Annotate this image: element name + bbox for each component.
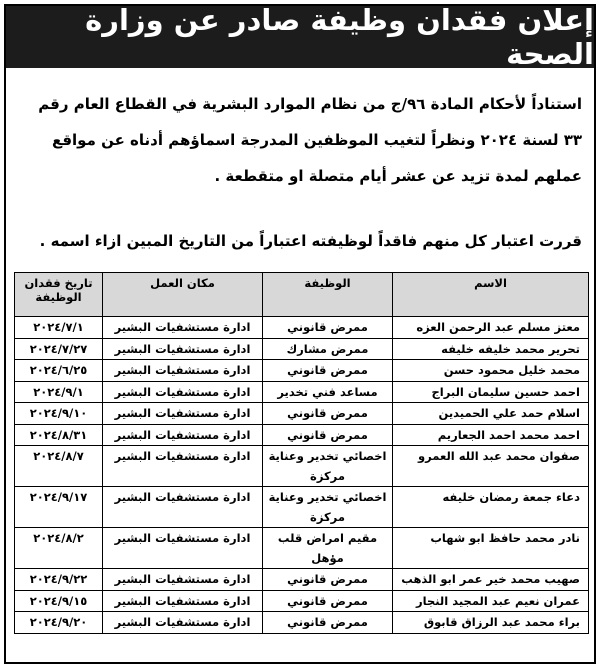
announcement-title: إعلان فقدان وظيفة صادر عن وزارة الصحة xyxy=(6,6,594,68)
cell-date: ٢٠٢٤/٨/٧ xyxy=(15,446,103,487)
cell-place: ادارة مستشفيات البشير xyxy=(103,569,263,591)
cell-date: ٢٠٢٤/٧/٢٧ xyxy=(15,338,103,360)
cell-place: ادارة مستشفيات البشير xyxy=(103,360,263,382)
table-row xyxy=(15,338,589,360)
cell-place: ادارة مستشفيات البشير xyxy=(103,487,263,528)
cell-name: عمران نعيم عبد المجيد النجار xyxy=(393,590,589,612)
cell-job: ممرض قانوني xyxy=(263,424,393,446)
cell-name: نادر محمد حافظ ابو شهاب xyxy=(393,528,589,569)
cell-place: ادارة مستشفيات البشير xyxy=(103,612,263,634)
employees-table xyxy=(14,272,589,634)
cell-place: ادارة مستشفيات البشير xyxy=(103,528,263,569)
cell-job: ممرض قانوني xyxy=(263,360,393,382)
cell-job: مساعد فني تخدير xyxy=(263,381,393,403)
cell-date: ٢٠٢٤/٩/١٠ xyxy=(15,403,103,425)
cell-name: احمد محمد احمد الجعاريم xyxy=(393,424,589,446)
cell-job: ممرض قانوني xyxy=(263,612,393,634)
header-job: الوظيفة xyxy=(263,273,393,317)
table-row xyxy=(15,360,589,382)
cell-place: ادارة مستشفيات البشير xyxy=(103,446,263,487)
cell-name: براء محمد عبد الرزاق قابوق xyxy=(393,612,589,634)
cell-place: ادارة مستشفيات البشير xyxy=(103,317,263,339)
cell-date: ٢٠٢٤/٩/١ xyxy=(15,381,103,403)
cell-job: ممرض قانوني xyxy=(263,590,393,612)
header-date: تاريخ فقدان الوظيفة xyxy=(15,273,103,317)
cell-name: احمد حسين سليمان البراج xyxy=(393,381,589,403)
table-header-row xyxy=(15,273,589,317)
table-row xyxy=(15,528,589,569)
table-row xyxy=(15,590,589,612)
table-row xyxy=(15,569,589,591)
cell-date: ٢٠٢٤/٨/٢ xyxy=(15,528,103,569)
cell-job: ممرض مشارك xyxy=(263,338,393,360)
table-row xyxy=(15,487,589,528)
cell-place: ادارة مستشفيات البشير xyxy=(103,403,263,425)
cell-job: ممرض قانوني xyxy=(263,569,393,591)
table-row xyxy=(15,403,589,425)
cell-date: ٢٠٢٤/٩/١٥ xyxy=(15,590,103,612)
cell-date: ٢٠٢٤/٨/٣١ xyxy=(15,424,103,446)
table-row xyxy=(15,612,589,634)
intro-paragraph: استناداً لأحكام المادة ٩٦/ج من نظام الموارد البشرية في القطاع العام رقم ٣٣ لسنة ٢٠٢٤ ونظراً لتغيب الموظفين المدرجة اسماؤهم أدناه عن مواقع عملهم لمدة تزيد عن عشر أيام متصلة او متقطعة . xyxy=(38,95,582,185)
cell-name: معتز مسلم عبد الرحمن العزه xyxy=(393,317,589,339)
cell-name: اسلام حمد علي الحميدين xyxy=(393,403,589,425)
cell-job: اخصائي تخدير وعناية مركزة xyxy=(263,446,393,487)
cell-name: دعاء جمعة رمضان خليفه xyxy=(393,487,589,528)
cell-name: محمد خليل محمود حسن xyxy=(393,360,589,382)
header-name: الاسم xyxy=(393,273,589,317)
cell-date: ٢٠٢٤/٦/٢٥ xyxy=(15,360,103,382)
cell-name: صهيب محمد خير عمر ابو الذهب xyxy=(393,569,589,591)
cell-date: ٢٠٢٤/٩/٢٠ xyxy=(15,612,103,634)
cell-job: اخصائي تخدير وعناية مركزة xyxy=(263,487,393,528)
table-row xyxy=(15,317,589,339)
cell-job: مقيم امراض قلب مؤهل xyxy=(263,528,393,569)
cell-job: ممرض قانوني xyxy=(263,317,393,339)
cell-name: صفوان محمد عبد الله العمرو xyxy=(393,446,589,487)
header-place: مكان العمل xyxy=(103,273,263,317)
cell-date: ٢٠٢٤/٩/١٧ xyxy=(15,487,103,528)
cell-job: ممرض قانوني xyxy=(263,403,393,425)
cell-date: ٢٠٢٤/٩/٢٢ xyxy=(15,569,103,591)
table-row xyxy=(15,381,589,403)
table-row xyxy=(15,424,589,446)
cell-place: ادارة مستشفيات البشير xyxy=(103,424,263,446)
cell-name: تحرير محمد خليفه خليفه xyxy=(393,338,589,360)
cell-place: ادارة مستشفيات البشير xyxy=(103,590,263,612)
decision-paragraph: قررت اعتبار كل منهم فاقداً لوظيفته اعتباراً من التاريخ المبين ازاء اسمه . xyxy=(39,232,582,250)
cell-date: ٢٠٢٤/٧/١ xyxy=(15,317,103,339)
table-row xyxy=(15,446,589,487)
cell-place: ادارة مستشفيات البشير xyxy=(103,381,263,403)
cell-place: ادارة مستشفيات البشير xyxy=(103,338,263,360)
